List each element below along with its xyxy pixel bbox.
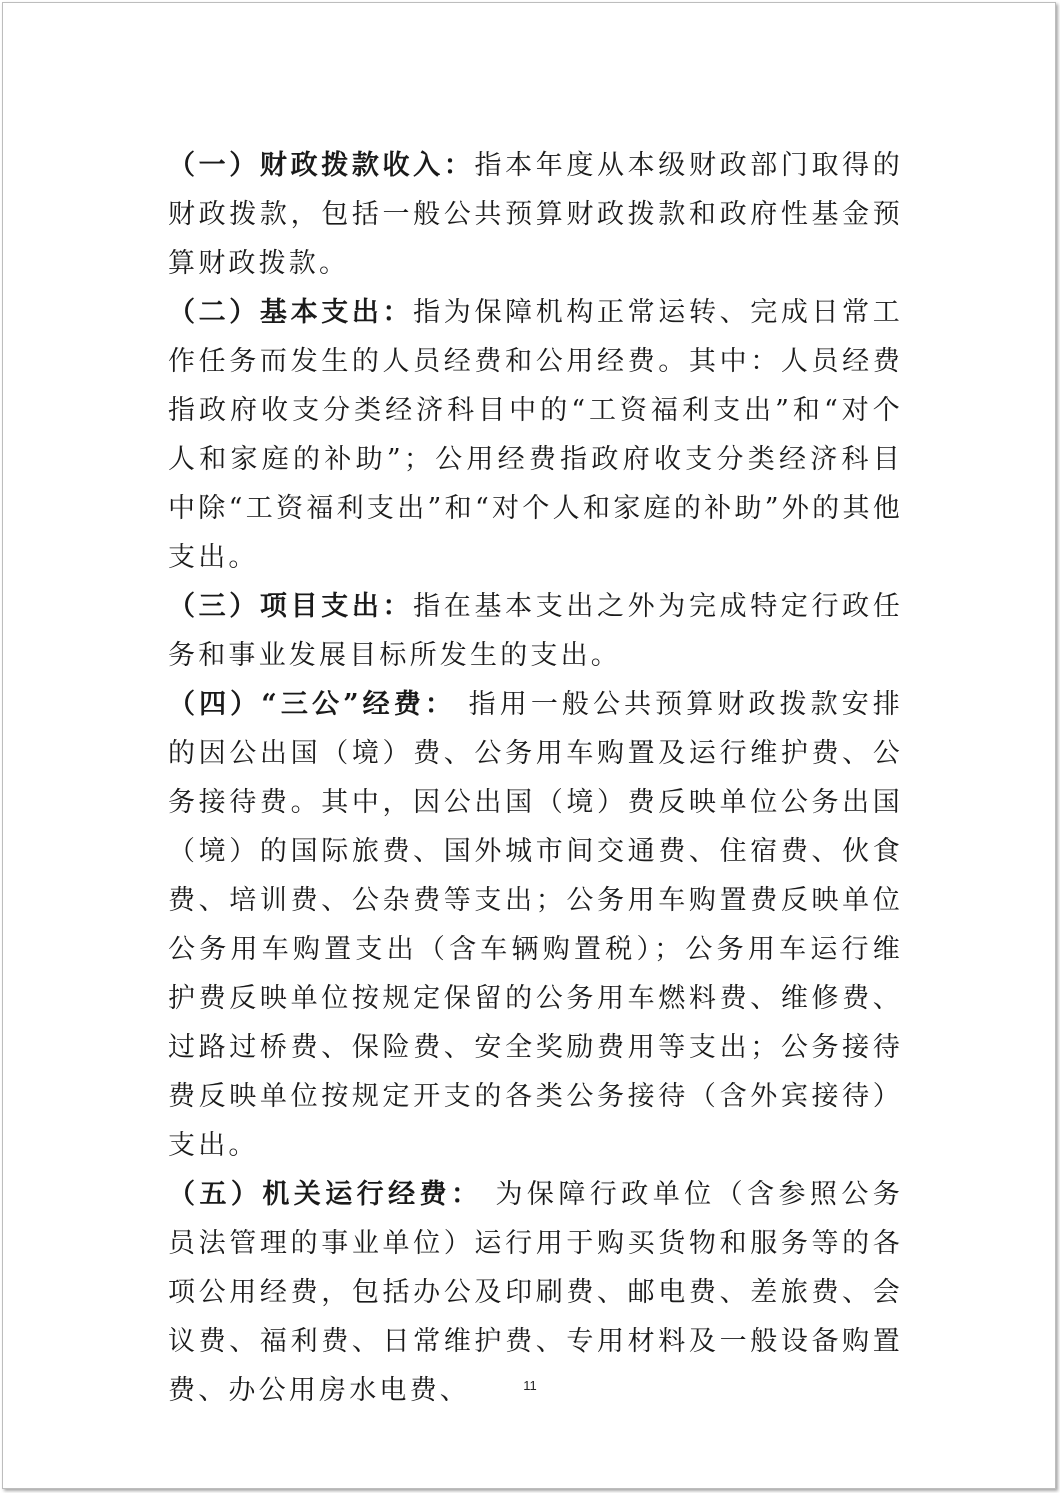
document-body bbox=[168, 141, 903, 1415]
section-term: （五）机关运行经费： bbox=[168, 1179, 483, 1210]
section-basic-expenditure bbox=[168, 288, 903, 582]
section-text: 指本年度从本级财政部门取得的财政拨款，包括一般公共预算财政拨款和政府性基金预算财政拨款。 bbox=[168, 150, 903, 279]
section-fiscal-appropriation-income bbox=[168, 141, 903, 288]
section-three-public-expenses bbox=[168, 680, 903, 1170]
section-term: （三）项目支出： bbox=[168, 591, 414, 622]
section-term: （一）财政拨款收入： bbox=[168, 150, 475, 181]
section-term: （二）基本支出： bbox=[168, 297, 414, 328]
section-term: （四）“三公”经费： bbox=[168, 689, 456, 720]
section-text: 指用一般公共预算财政拨款安排的因公出国（境）费、公务用车购置及运行维护费、公务接待费。其中，因公出国（境）费反映单位公务出国（境）的国际旅费、国外城市间交通费、住宿费、伙食费、培训费、公杂费等支出；公务用车购置费反映单位公务用车购置支出（含车辆购置税）；公务用车运行维护费反映单位按规定保留的公务用车燃料费、维修费、过路过桥费、保险费、安全奖励费用等支出；公务接待费反映单位按规定开支的各类公务接待（含外宾接待）支出。 bbox=[168, 689, 904, 1161]
section-text: 指在基本支出之外为完成特定行政任务和事业发展目标所发生的支出。 bbox=[168, 591, 903, 671]
page bbox=[2, 2, 1056, 1489]
section-text: 为保障行政单位（含参照公务员法管理的事业单位）运行用于购买货物和服务等的各项公用经费，包括办公及印刷费、邮电费、差旅费、会议费、福利费、日常维护费、专用材料及一般设备购置费、办公用房水电费、 bbox=[168, 1179, 904, 1406]
section-text: 指为保障机构正常运转、完成日常工作任务而发生的人员经费和公用经费。其中：人员经费指政府收支分类经济科目中的“工资福利支出”和“对个人和家庭的补助”；公用经费指政府收支分类经济科目中除“工资福利支出”和“对个人和家庭的补助”外的其他支出。 bbox=[168, 297, 903, 573]
page-number: 11 bbox=[523, 1378, 537, 1393]
section-project-expenditure bbox=[168, 582, 903, 680]
